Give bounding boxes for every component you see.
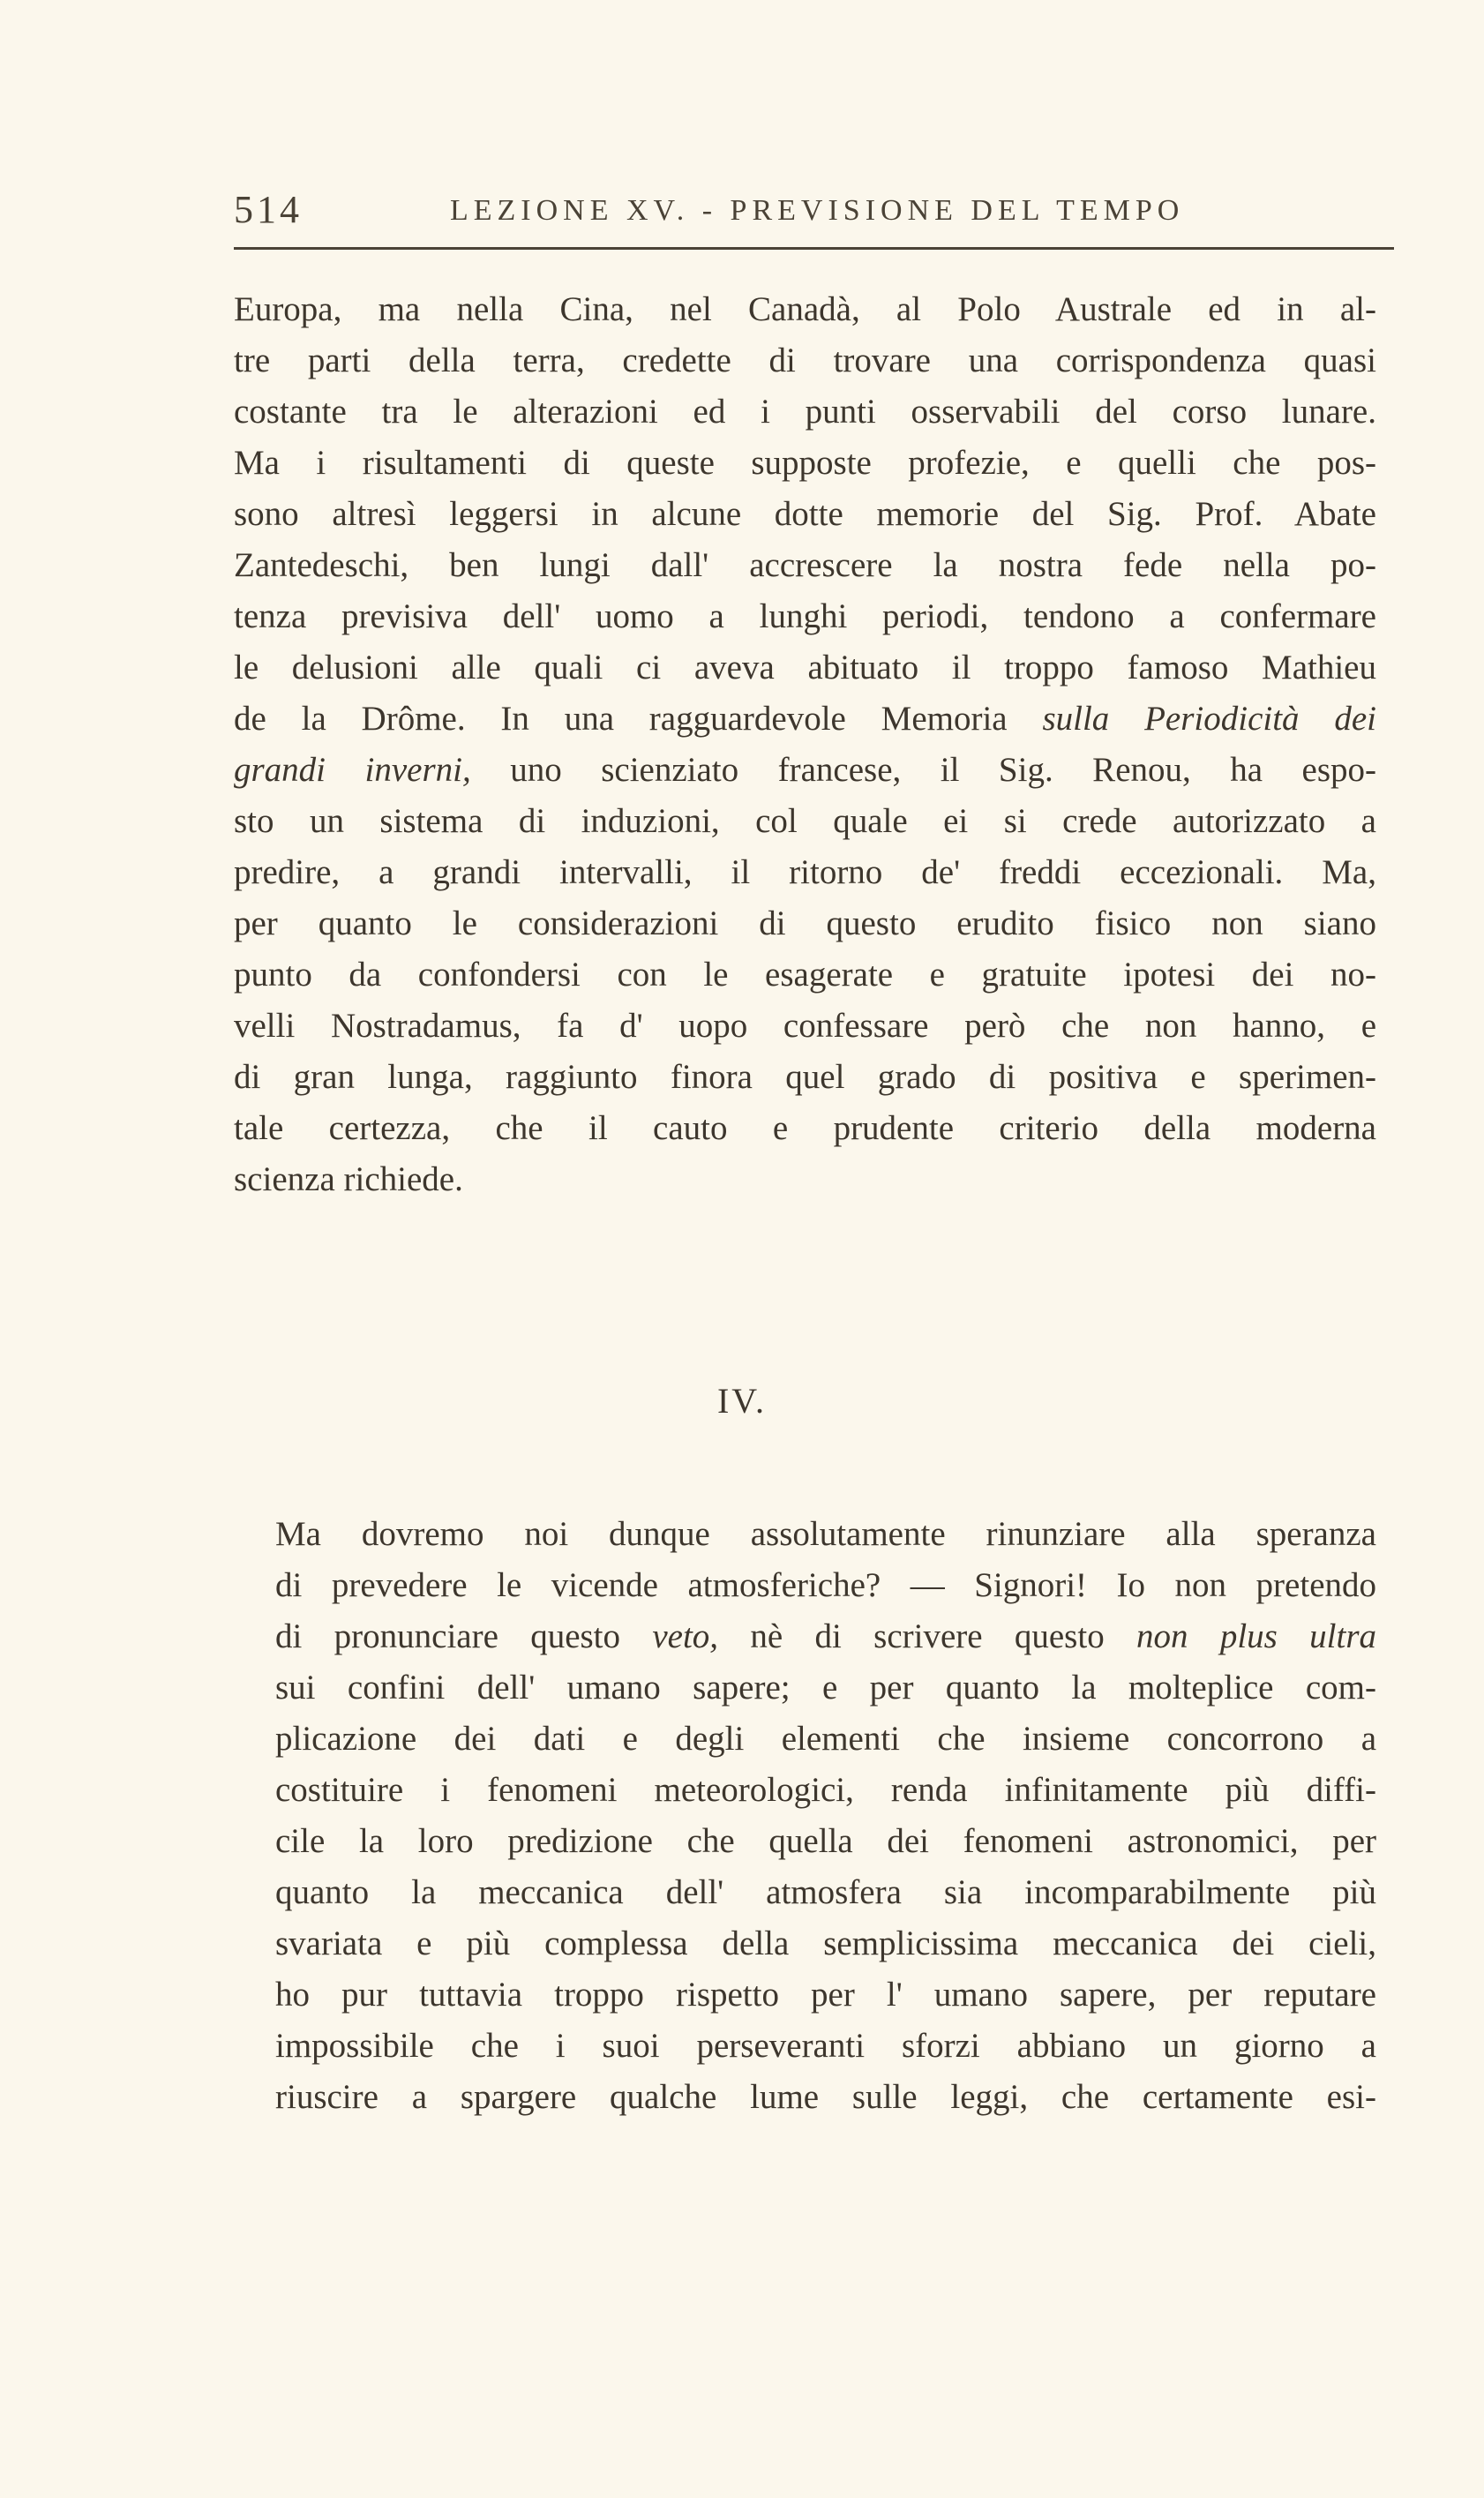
italic-title: sulla Periodicità dei (1042, 700, 1376, 738)
italic-title: grandi inverni, (234, 751, 471, 789)
text-line: velli Nostradamus, fa d' uopo confessare però che non hanno, e (234, 1007, 1376, 1045)
text-line: costante tra le alterazioni ed i punti osservabili del corso lunare. (234, 393, 1376, 431)
text-line-mixed (234, 745, 1376, 796)
text-line: Ma dovremo noi dunque assolutamente rinunziare alla speranza (275, 1515, 1376, 1553)
text-line: di prevedere le vicende atmosferiche? — Signori! Io non pretendo (275, 1566, 1376, 1604)
italic-word: veto, (652, 1617, 719, 1655)
text-line: plicazione dei dati e degli elementi che insieme concorrono a (275, 1720, 1376, 1758)
text-segment: di pronunciare questo (275, 1617, 621, 1655)
text-line: predire, a grandi intervalli, il ritorno de' freddi eccezionali. Ma, (234, 853, 1376, 891)
text-line: sto un sistema di induzioni, col quale ei si crede autorizzato a (234, 802, 1376, 840)
page-number: 514 (234, 188, 303, 231)
text-line: costituire i fenomeni meteorologici, renda infinitamente più diffi- (275, 1771, 1376, 1809)
paragraph-2 (234, 1509, 1376, 2123)
text-line: tenza previsiva dell' uomo a lunghi periodi, tendono a confermare (234, 597, 1376, 635)
text-line: Ma i risultamenti di queste supposte profezie, e quelli che pos- (234, 444, 1376, 482)
text-line: impossibile che i suoi perseveranti sforzi abbiano un giorno a (275, 2027, 1376, 2065)
text-line: tre parti della terra, credette di trovare una corrispondenza quasi (234, 341, 1376, 379)
text-line: Zantedeschi, ben lungi dall' accrescere la nostra fede nella po- (234, 546, 1376, 584)
text-line: di gran lunga, raggiunto finora quel grado di positiva e sperimen- (234, 1058, 1376, 1096)
text-line: sui confini dell' umano sapere; e per quanto la molteplice com- (275, 1669, 1376, 1707)
text-line: punto da confondersi con le esagerate e gratuite ipotesi dei no- (234, 956, 1376, 994)
text-line: ho pur tuttavia troppo rispetto per l' umano sapere, per reputare (275, 1976, 1376, 2014)
text-segment: de la Drôme. In una ragguardevole Memoria (234, 700, 1008, 738)
text-line: cile la loro predizione che quella dei fenomeni astronomici, per (275, 1822, 1376, 1860)
section-heading: IV. (716, 1381, 768, 1421)
paragraph-1 (234, 284, 1376, 1205)
text-line: scienza richiede. (234, 1160, 463, 1198)
text-line-mixed (234, 694, 1376, 745)
text-line: quanto la meccanica dell' atmosfera sia incomparabilmente più (275, 1873, 1376, 1911)
text-line: Europa, ma nella Cina, nel Canadà, al Polo Australe ed in al- (234, 290, 1376, 328)
text-line: svariata e più complessa della semplicissima meccanica dei cieli, (275, 1924, 1376, 1962)
text-line: sono altresì leggersi in alcune dotte memorie del Sig. Prof. Abate (234, 495, 1376, 533)
running-title: LEZIONE XV. - PREVISIONE DEL TEMPO (450, 194, 1185, 227)
text-line: per quanto le considerazioni di questo erudito fisico non siano (234, 904, 1376, 942)
text-line-mixed (234, 1611, 1376, 1662)
italic-phrase: non plus ultra (1136, 1617, 1376, 1655)
header-rule (234, 247, 1394, 250)
text-line: tale certezza, che il cauto e prudente criterio della moderna (234, 1109, 1376, 1147)
text-segment: uno scienziato francese, il Sig. Renou, ha espo- (510, 751, 1376, 789)
page-header (234, 187, 1394, 240)
text-line: riuscire a spargere qualche lume sulle leggi, che certamente esi- (275, 2078, 1376, 2116)
text-line: le delusioni alle quali ci aveva abituato il troppo famoso Mathieu (234, 649, 1376, 686)
text-segment: nè di scrivere questo (750, 1617, 1105, 1655)
